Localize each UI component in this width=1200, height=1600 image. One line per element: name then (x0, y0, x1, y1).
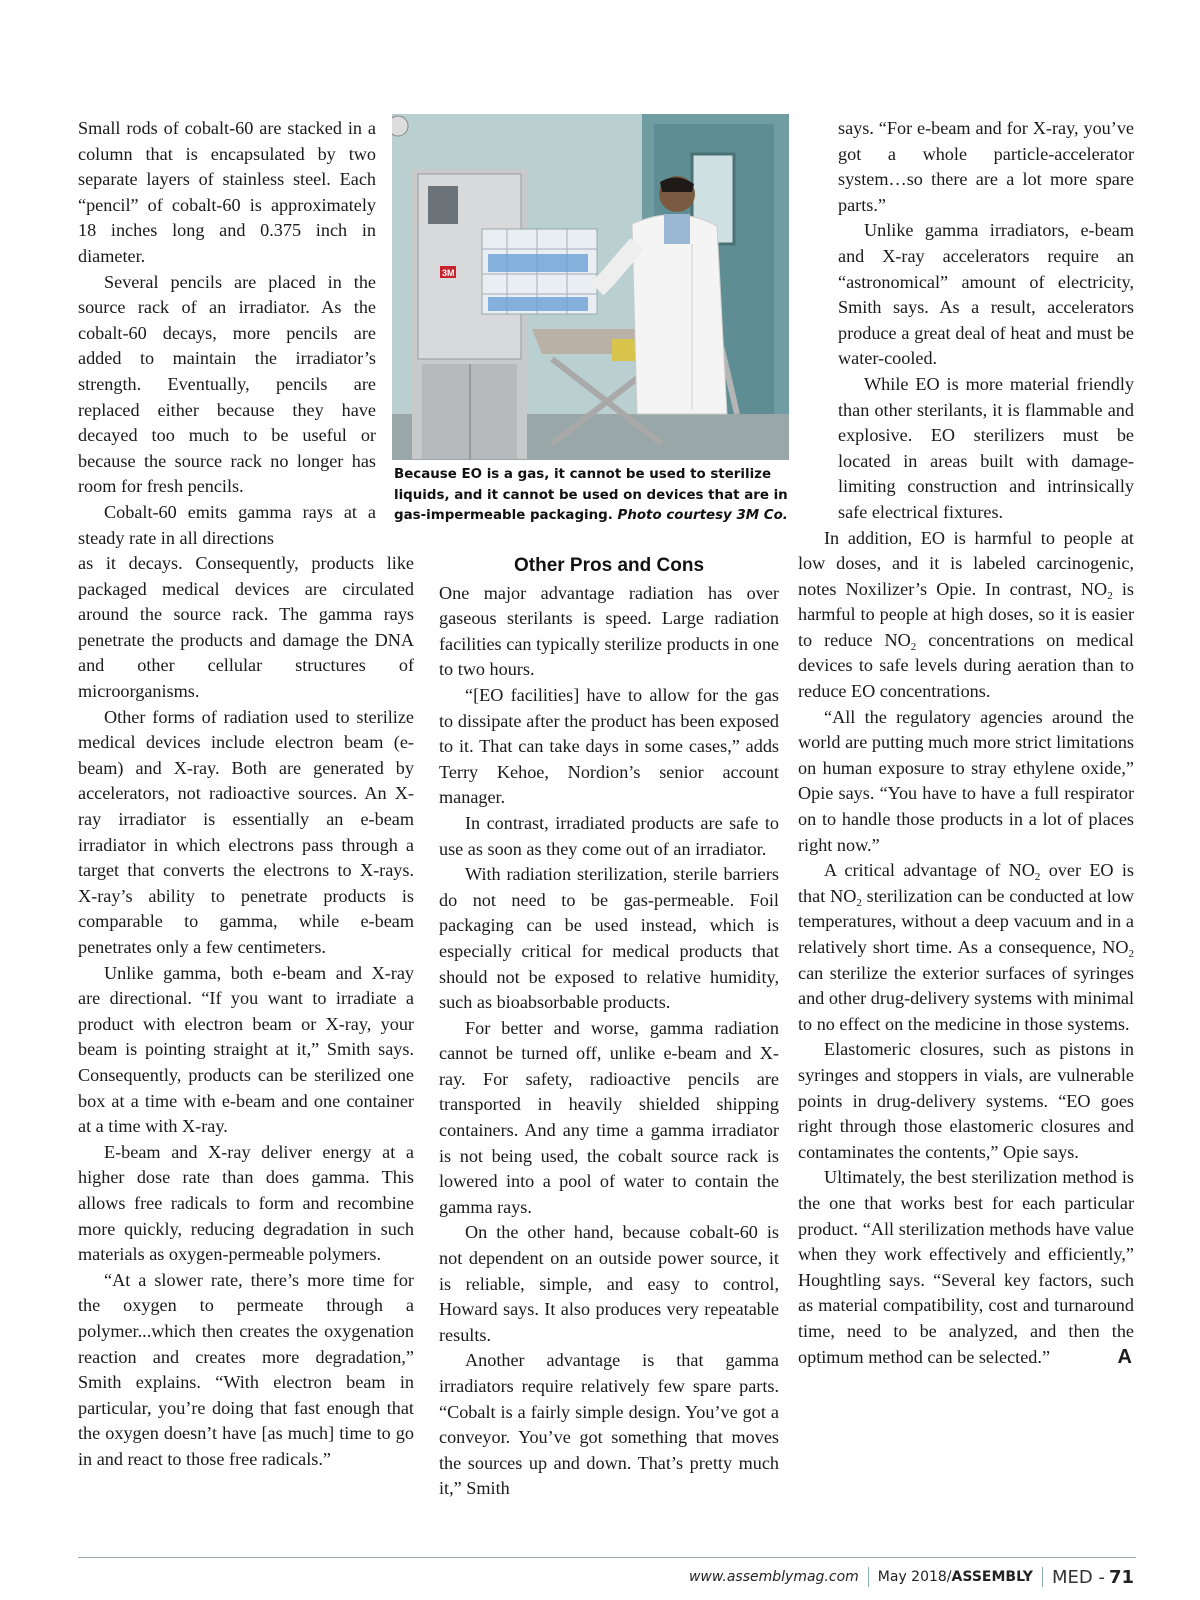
paragraph: On the other hand, because cobalt-60 is not dependent on an outside power source, it is reliable, simple, and easy to control, Howard says. It also produces very repeatable results. (439, 1222, 779, 1345)
text-run: sterilization can be conducted at low temperatures, without a deep vacuum and in a relatively short time. As a consequence, NO (798, 885, 1134, 957)
footer-separator (1042, 1567, 1043, 1587)
paragraph: While EO is more material friendly than other sterilants, it is flammable and explosive. EO sterilizers must be located in areas built with damage-limiting construction and intrinsically safe electrical fixtures. (838, 373, 1134, 522)
subscript: 2 (1034, 871, 1041, 884)
footer-section: MED - (1051, 1566, 1105, 1588)
machine-logo: 3M (442, 268, 455, 278)
photo-illustration (392, 114, 789, 460)
footer-issue: May 2018/ (877, 1569, 952, 1585)
article-column-1 (78, 116, 414, 1472)
paragraph: Small rods of cobalt-60 are stacked in a column that is encapsulated by two separate layers of stainless steel. Each “pencil” of cobalt-60 is approximately 18 inches long and 0.375 inch in diameter. (78, 118, 376, 266)
paragraph: One major advantage radiation has over gaseous sterilants is speed. Large radiation facilities can typically sterilize products in one to two hours. (439, 582, 779, 680)
subscript: 2 (856, 896, 862, 909)
text-run: over EO is that NO (798, 860, 1134, 906)
paragraph-addition (798, 526, 1134, 705)
text-run: can sterilize the exterior surfaces of syringes and other drug-delivery systems with minimal to no effect on the medicine in those systems. (798, 962, 1134, 1034)
paragraph: With radiation sterilization, sterile barriers do not need to be gas-permeable. Foil packaging can be used instead, which is especially critical for medical products that should not be exposed to relative humidity, such as bioabsorbable products. (439, 864, 779, 1013)
page-footer (689, 1563, 1134, 1591)
text-run: concentrations on medical devices to safe levels during aeration than to reduce EO concentrations. (798, 629, 1134, 702)
article-column-3 (798, 116, 1134, 1370)
paragraph: In contrast, irradiated products are safe to use as soon as they come out of an irradiator. (439, 812, 779, 859)
paragraph: E-beam and X-ray deliver energy at a higher dose rate than does gamma. This allows free radicals to form and recombine more quickly, reducing degradation in such materials as oxygen-permeable polymers. (78, 1141, 414, 1265)
text-run: Ultimately, the best sterilization method is the one that works best for each particular product. “All sterilization methods have value when they work effectively and efficiently,” Houghtling says. “Several key factors, such as material compatibility, cost and turnaround time, need to be analyzed, and then the optimum method can be selected.” (798, 1167, 1134, 1367)
paragraph: For better and worse, gamma radiation cannot be turned off, unlike e-beam and X-ray. For safety, radioactive pencils are transported in heavily shielded shipping containers. And any time a gamma irradiator is not being used, the cobalt source rack is lowered into a pool of water to contain the gamma rays. (439, 1017, 779, 1217)
paragraph-final (798, 1165, 1134, 1370)
paragraph: Several pencils are placed in the source rack of an irradiator. As the cobalt-60 decays, more pencils are added to maintain the irradiator’s strength. Eventually, pencils are replaced either because they have decayed too much to be useful or because the source rack no longer has room for fresh pencils. (78, 271, 376, 497)
subscript: 2 (1128, 948, 1134, 960)
subscript: 2 (1107, 589, 1113, 602)
page-number: 71 (1108, 1566, 1134, 1588)
column-3-narrow-block (798, 116, 1134, 526)
footer-url[interactable]: www.assemblymag.com (688, 1569, 859, 1585)
paragraph: Unlike gamma irradiators, e-beam and X-ray accelerators require an “astronomical” amount of electricity, Smith says. As a result, accelerators produce a great deal of heat and must be water-cooled. (838, 220, 1134, 369)
paragraph: Another advantage is that gamma irradiators require relatively few spare parts. “Cobalt is a fairly simple design. You’ve got a conveyor. You’ve got something that moves the sources up and down. That’s pretty much it,” Smith (439, 1350, 779, 1499)
footer-separator (868, 1567, 869, 1587)
paragraph: “At a slower rate, there’s more time for the oxygen to permeate through a polymer...which then creates the oxygenation reaction and creates more degradation,” Smith explains. “With electron beam in particular, you’re doing that fast enough that the oxygen doesn’t have [as much] time to go in and react to those free radicals.” (78, 1269, 414, 1469)
end-of-article-mark: A (1117, 1345, 1132, 1368)
paragraph: “All the regulatory agencies around the world are putting much more strict limitations on human exposure to stray ethylene oxide,” Opie says. “You have to have a full respirator on to handle those products in a lot of places right now.” (798, 706, 1134, 855)
paragraph: Other forms of radiation used to sterilize medical devices include electron beam (e-beam) and X-ray. Both are generated by accelerators, not radioactive sources. An X-ray irradiator is essentially an e-beam irradiator in which electrons pass through a target that converts the electrons to X-rays. X-ray’s ability to penetrate products is comparable to gamma, while e-beam penetrates only a few centimeters. (78, 706, 414, 957)
caption-credit: Photo courtesy 3M Co. (617, 508, 788, 523)
paragraph: Elastomeric closures, such as pistons in syringes and stoppers in vials, are vulnerable points in drug-delivery systems. “EO goes right through those elastomeric closures and contaminates the contents,” Opie says. (798, 1039, 1134, 1162)
column-1-narrow-block (78, 116, 414, 551)
paragraph-critical (798, 858, 1134, 1037)
article-column-2 (439, 553, 779, 1502)
paragraph: Unlike gamma, both e-beam and X-ray are directional. “If you want to irradiate a product with electron beam or X-ray, your beam is pointing straight at it,” Smith says. Consequently, products can be sterilized one box at a time with e-beam and one container at a time with X-ray. (78, 962, 414, 1137)
footer-magazine: ASSEMBLY (951, 1569, 1033, 1585)
sterilizer-photo (392, 114, 789, 460)
paragraph: says. “For e-beam and for X-ray, you’ve got a whole particle-accelerator system…so there are a lot more spare parts.” (838, 118, 1134, 215)
paragraph: as it decays. Consequently, products like packaged medical devices are circulated around the source rack. The gamma rays penetrate the products and damage the DNA and other cellular structures of microorganisms. (78, 553, 414, 702)
section-subhead: Other Pros and Cons (513, 555, 705, 576)
footer-divider (78, 1557, 1136, 1558)
paragraph: Cobalt-60 emits gamma rays at a steady rate in all directions (78, 501, 376, 548)
text-run: A critical advantage of NO (824, 860, 1035, 881)
subscript: 2 (910, 640, 917, 653)
paragraph: “[EO facilities] have to allow for the gas to dissipate after the product has been exposed to it. That can take days in some cases,” adds Terry Kehoe, Nordion’s senior account manager. (439, 684, 779, 808)
caption-text: Because EO is a gas, it cannot be used to sterilize liquids, and it cannot be used on devices that are in gas-impermeable packaging. (394, 467, 788, 523)
text-run: is harmful to people at high doses, so it is easier to reduce NO (798, 578, 1134, 650)
text-run: In addition, EO is harmful to people at low doses, and it is labeled carcinogenic, notes Noxilizer’s Opie. In contrast, NO (798, 527, 1134, 599)
photo-caption (394, 465, 794, 527)
